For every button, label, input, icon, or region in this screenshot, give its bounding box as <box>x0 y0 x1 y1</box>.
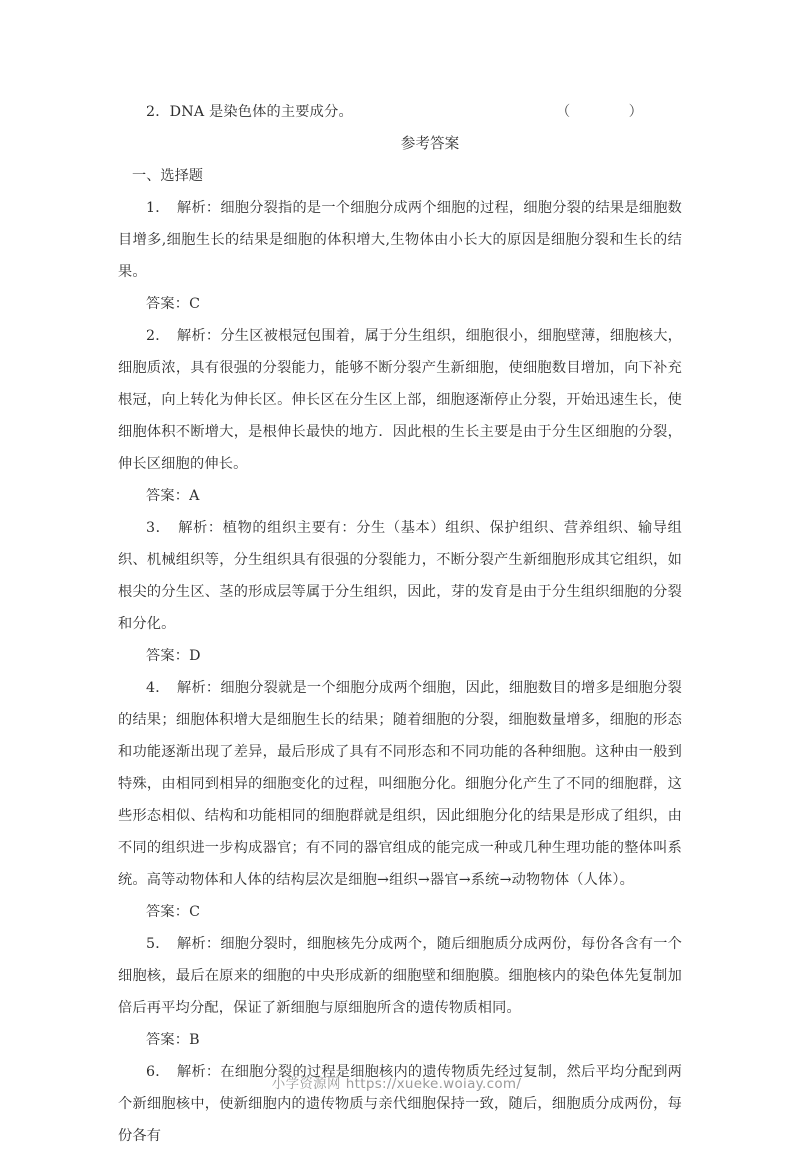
analysis-text: 细胞分裂就是一个细胞分成两个细胞，因此，细胞数目的增多是细胞分裂的结果；细胞体积增大是细胞生长的结果；随着细胞的分裂，细胞数量增多，细胞的形态和功能逐渐出现了差异，最后形成了具有不同形态和不同功能的各种细胞。这种由一般到特殊，由相同到相异的细胞变化的过程，叫细胞分化。细胞分化产生了不同的细胞群，这些形态相似、结构和功能相同的细胞群就是组织，因此细胞分化的结果是形成了组织，由不同的组织进一步构成器官；有不同的器官组成的能完成一种或几种生理功能的整体叫系统。高等动物体和人体的结构层次是细胞→组织→器官→系统→动物物体（人体）。 <box>118 680 683 888</box>
item-label: 3． <box>146 520 164 536</box>
section-heading-multiple-choice: 一、选择题 <box>132 168 203 184</box>
answer-key-heading: 参考答案 <box>400 135 460 152</box>
analysis-item <box>118 1056 682 1152</box>
watermark-url: https://xueke.woiay.com/ <box>345 1076 522 1092</box>
document-content <box>118 96 682 1152</box>
analysis-label: 解析： <box>177 936 221 952</box>
answer-item <box>118 288 682 320</box>
analysis-label: 解析： <box>177 328 221 344</box>
answer-value: C <box>189 296 201 312</box>
carryover-question-body: DNA 是染色体的主要成分。 <box>169 104 353 120</box>
answer-item <box>118 1024 682 1056</box>
analysis-text: 植物的组织主要有：分生（基本）组织、保护组织、营养组织、输导组织、机械组织等，分生组织具有很强的分裂能力，不断分裂产生新细胞形成其它组织，如根尖的分生区、茎的形成层等属于分生组织，因此，芽的发育是由于分生组织细胞的分裂和分化。 <box>118 520 683 632</box>
answer-bracket: （ ） <box>556 104 653 120</box>
answer-label: 答案： <box>146 648 190 664</box>
item-label: 5． <box>146 936 163 952</box>
answer-value: C <box>189 904 201 920</box>
analysis-label: 解析： <box>177 200 221 216</box>
analysis-label: 解析： <box>178 520 223 536</box>
item-label: 1． <box>146 200 163 216</box>
answer-label: 答案： <box>146 488 190 504</box>
carryover-question-text <box>118 96 353 128</box>
analysis-label: 解析： <box>177 1064 221 1080</box>
carryover-question-line <box>118 96 682 128</box>
footer-watermark <box>0 1072 793 1092</box>
analysis-item <box>118 192 682 288</box>
answer-item <box>118 640 682 672</box>
answer-item <box>118 896 682 928</box>
answer-value: A <box>189 488 200 504</box>
item-label: 2． <box>146 328 163 344</box>
answer-value: B <box>189 1032 200 1048</box>
answer-item <box>118 480 682 512</box>
carryover-question-number: 2． <box>146 104 170 120</box>
analysis-text: 分生区被根冠包围着，属于分生组织，细胞很小，细胞壁薄，细胞核大，细胞质浓，具有很强的分裂能力，能够不断分裂产生新细胞，使细胞数目增加，向下补充根冠，向上转化为伸长区。伸长区在分生区上部，细胞逐渐停止分裂，开始迅速生长，使细胞体积不断增大，是根伸长最快的地方．因此根的生长主要是由于分生区细胞的分裂，伸长区细胞的伸长。 <box>118 328 683 472</box>
analysis-text: 细胞分裂时，细胞核先分成两个，随后细胞质分成两份，每份各含有一个细胞核，最后在原来的细胞的中央形成新的细胞壁和细胞膜。细胞核内的染色体先复制加倍后再平均分配，保证了新细胞与原细胞所含的遗传物质相同。 <box>118 936 683 1016</box>
answer-value: D <box>189 648 201 664</box>
item-label: 4． <box>146 680 163 696</box>
watermark-site-name: 小学资源网 <box>271 1076 341 1092</box>
answer-label: 答案： <box>146 1032 190 1048</box>
answer-label: 答案： <box>146 904 190 920</box>
analysis-item <box>118 928 682 1024</box>
analysis-label: 解析： <box>177 680 221 696</box>
answer-label: 答案： <box>146 296 190 312</box>
analysis-text: 细胞分裂指的是一个细胞分成两个细胞的过程，细胞分裂的结果是细胞数目增多,细胞生长的结果是细胞的体积增大,生物体由小长大的原因是细胞分裂和生长的结果。 <box>118 200 683 280</box>
item-label: 6． <box>146 1064 163 1080</box>
analysis-item <box>118 320 682 480</box>
analysis-item <box>118 672 682 896</box>
analysis-text: 在细胞分裂的过程是细胞核内的遗传物质先经过复制，然后平均分配到两个新细胞核中，使新细胞内的遗传物质与亲代细胞保持一致，随后，细胞质分成两份，每份各有 <box>118 1064 683 1144</box>
analysis-item <box>118 512 682 640</box>
